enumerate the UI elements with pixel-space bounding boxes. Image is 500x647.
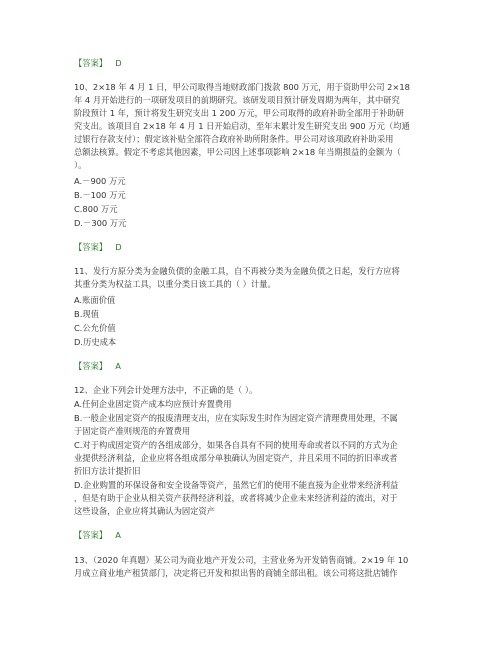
q10-text-line: 年 4 月开始进行的一项研发项目的前期研究。该研发项目预计研发周期为两年，其中研究 [74, 95, 400, 105]
answer-letter: A [115, 530, 121, 540]
q12-text-line: 12、企业下列会计处理方法中，不正确的是（ ）。 [74, 385, 258, 395]
q12-option-line: 这些设备，企业应将其确认为固定资产 [74, 506, 216, 516]
answer-label: 【答案】 [74, 361, 108, 371]
answer-letter: D [115, 242, 122, 252]
q12-option-line: B.一般企业固定资产的报废清理支出，应在实际发生时作为固定资产清理费用处理，不属 [74, 413, 398, 423]
q11-answer-line [74, 361, 121, 372]
q10-option-a: A.－900 万元 [74, 176, 126, 186]
q12-answer-line [74, 530, 121, 541]
q11-option-b: B.现值 [74, 309, 99, 319]
q10-option-c: C.800 万元 [74, 204, 118, 214]
answer-letter: D [115, 58, 122, 68]
q12-option-line: 于固定资产准则规范的弃置费用 [74, 426, 191, 436]
q10-text-line: 过银行存款支付）；假定该补贴全部符合政府补助所附条件。甲公司对该项政府补助采用 [74, 134, 394, 144]
answer-label: 【答案】 [74, 530, 108, 540]
q13-text-line: 月成立商业地产租赁部门，决定将已开发和拟出售的商铺全部出租。该公司将这批店铺作 [74, 568, 398, 578]
q10-text-line: ）。 [74, 160, 87, 170]
answer-label: 【答案】 [74, 242, 108, 252]
q12-option-line: A.任何企业固定资产成本均应预计弃置费用 [74, 399, 232, 409]
q10-text-line: 阶段预计 1 年，预计将发生研究支出 1 200 万元，甲公司取得的政府补助全部用于补助研 [74, 108, 404, 118]
q10-option-d: D.－300 万元 [74, 218, 127, 228]
q9-answer-line [74, 58, 122, 69]
q12-option-line: ，但是有助于企业从相关资产获得经济利益，或者将减少企业未来经济利益的流出，对于 [74, 493, 398, 503]
q11-option-a: A.账面价值 [74, 295, 116, 305]
q10-text-line: 究支出。该项目自 2×18 年 4 月 1 日开始启动，至年末累计发生研究支出 900 万元（均通 [74, 121, 410, 131]
q10-text-line: 10、2×18 年 4 月 1 日，甲公司取得当地财政部门拨款 800 万元，用于资助甲公司 2×18 [74, 82, 410, 92]
q13-text-line: 13、（2020 年真题）某公司为商业地产开发公司，主营业务为开发销售商铺。2×19 年 10 [74, 555, 409, 565]
q11-text-line: 其重分类为权益工具，以重分类日该工具的（ ）计量。 [74, 279, 276, 289]
answer-label: 【答案】 [74, 58, 108, 68]
answer-letter: A [115, 361, 121, 371]
q10-answer-line [74, 242, 122, 253]
q11-option-d: D.历史成本 [74, 337, 117, 347]
q12-option-line: D.企业购置的环保设备和安全设备等资产，虽然它们的使用不能直接为企业带来经济利益 [74, 480, 399, 490]
q10-option-b: B.－100 万元 [74, 190, 126, 200]
q11-option-c: C.公允价值 [74, 323, 116, 333]
q10-text-line: 总额法核算。假定不考虑其他因素，甲公司因上述事项影响 2×18 年当期损益的金额为（ [74, 147, 401, 157]
q12-option-line: 折旧方法计提折旧 [74, 466, 141, 476]
q12-option-line: C.对于构成固定资产的各组成部分，如果各自具有不同的使用寿命或者以不同的方式为企 [74, 440, 398, 450]
q11-text-line: 11、发行方原分类为金融负债的金融工具，自不再被分类为金融负债之日起，发行方应将 [74, 266, 400, 276]
q12-option-line: 业提供经济利益，企业应将各组成部分单独确认为固定资产，并且采用不同的折旧率或者 [74, 453, 398, 463]
